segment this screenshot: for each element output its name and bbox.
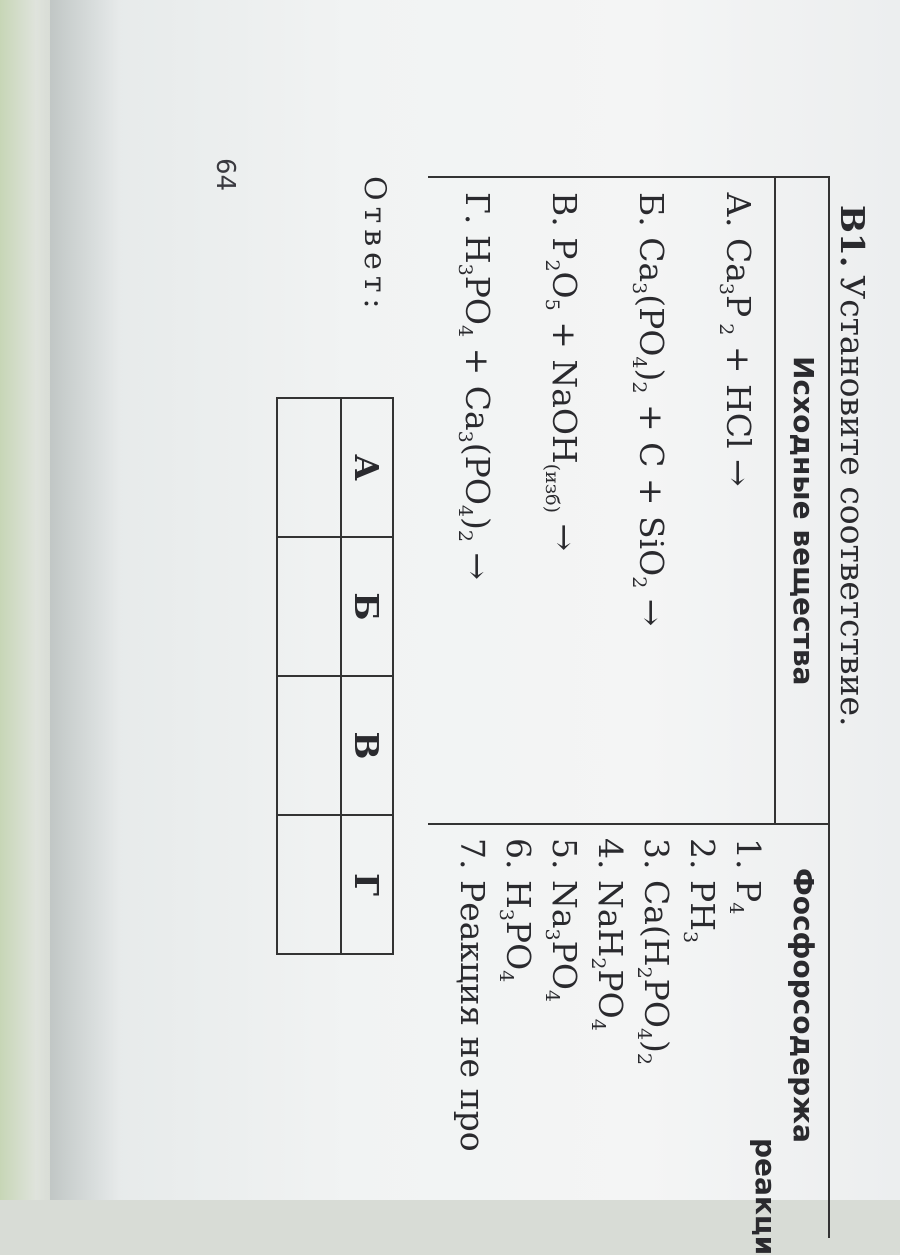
page-number: 64 — [210, 158, 240, 192]
product-number: 6. — [499, 838, 538, 870]
product-number: 7. — [453, 838, 492, 870]
product-3: 3. $Ca(H_2PO_4)_2$ — [633, 838, 676, 1065]
products-header: Фосфорсодержа — [787, 868, 820, 1143]
answer-letter-b: Б — [341, 537, 393, 676]
product-number: 5. — [545, 838, 584, 870]
product-5: 5. $Na_3PO_4$ — [541, 838, 584, 1002]
matching-table — [428, 176, 830, 1255]
product-2: 2. $PH_3$ — [679, 838, 722, 944]
answer-grid — [276, 397, 394, 955]
product-text: Реакция не про — [453, 880, 492, 1152]
products-header-continued: реакци — [749, 1138, 782, 1255]
answer-letter-d: Г — [341, 815, 393, 954]
header-rule — [774, 178, 776, 823]
answer-cell-b[interactable] — [277, 537, 341, 676]
product-1: 1. $P_4$ — [725, 838, 768, 915]
answer-cell-d[interactable] — [277, 815, 341, 954]
product-number: 4. — [591, 838, 630, 870]
product-number: 2. — [683, 838, 722, 870]
task-heading — [833, 205, 872, 726]
reactant-letter: А. — [719, 192, 758, 228]
column-divider — [428, 823, 828, 825]
answer-letter-c: В — [341, 676, 393, 815]
product-7 — [453, 838, 492, 1152]
reactant-c: В. $P_2O_5$ + NaOH$_{(изб)}$ → — [541, 192, 584, 552]
answer-label: Ответ: — [357, 176, 392, 315]
product-4: 4. $NaH_2PO_4$ — [587, 838, 630, 1031]
reactant-a: А. $Ca_3P$ $_2$ + HCl → — [715, 192, 758, 487]
answer-letter-a: А — [341, 398, 393, 537]
answer-cell-a[interactable] — [277, 398, 341, 537]
answer-cell-c[interactable] — [277, 676, 341, 815]
reactant-letter: Б. — [632, 192, 671, 227]
reactant-letter: Г. — [458, 192, 497, 225]
product-number: 1. — [729, 838, 768, 870]
product-number: 3. — [637, 838, 676, 870]
reactants-header: Исходные вещества — [787, 356, 820, 686]
product-6: 6. $H_3PO_4$ — [495, 838, 538, 983]
reactant-letter: В. — [545, 192, 584, 227]
reactant-d: Г. $H_3PO_4 + Ca_3(PO_4)_2$ → — [454, 192, 497, 581]
task-number: В1. — [833, 205, 872, 268]
task-text: Установите соответствие. — [833, 275, 872, 727]
reactant-b: Б. $Ca_3(PO_4)_2 + C + SiO_2$ → — [628, 192, 671, 627]
